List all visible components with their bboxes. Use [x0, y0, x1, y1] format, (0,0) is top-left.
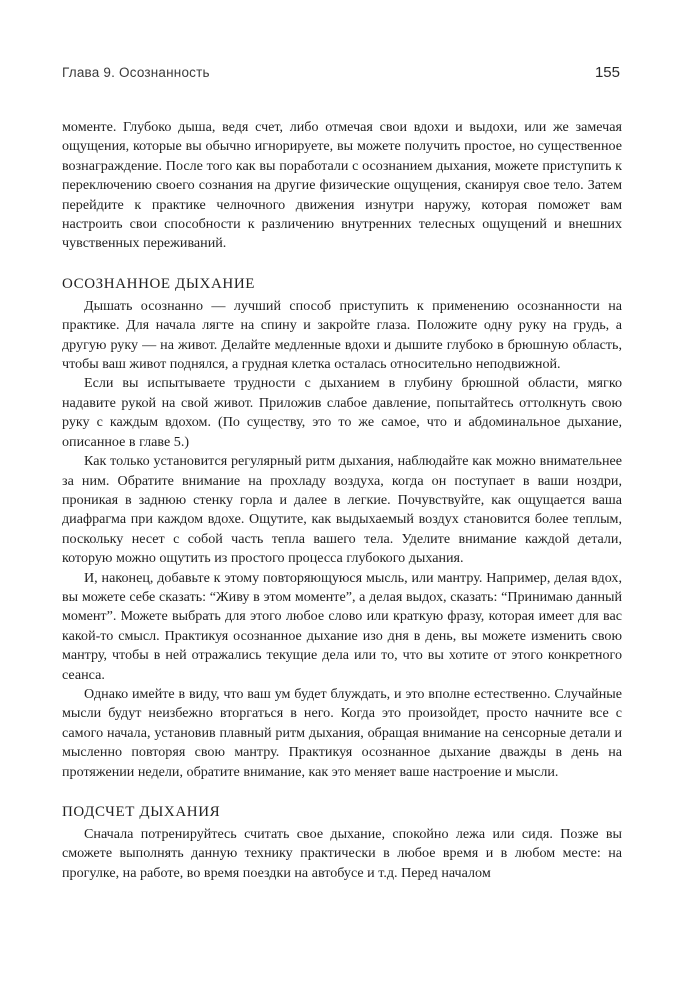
body-text [62, 118, 622, 883]
section-heading-breath-counting: ПОДСЧЕТ ДЫХАНИЯ [62, 804, 221, 820]
paragraph: Сначала потренируйтесь считать свое дыхание, спокойно лежа или сидя. Позже вы сможете выполнять данную технику практически в любое время и в любом месте: на прогулке, на работе, во время поездки на автобусе и т.д. Перед началом [62, 826, 622, 881]
page-number: 155 [594, 64, 620, 81]
paragraph: Однако имейте в виду, что ваш ум будет блуждать, и это вполне естественно. Случайные мысли будут неизбежно вторгаться в него. Когда это произойдет, просто начните все с самого начала, установив плавный ритм дыхания, обращая внимание на сенсорные детали и мысленно повторяя свою мантру. Практикуя осознанное дыхание дважды в день на протяжении недели, обратите внимание, как это меняет ваше настроение и мысли. [62, 685, 622, 780]
running-header [62, 64, 620, 81]
section-heading-mindful-breathing: ОСОЗНАННОЕ ДЫХАНИЕ [62, 275, 256, 292]
paragraph: Если вы испытываете трудности с дыханием в глубину брюшной области, мягко надавите рукой на свой живот. Приложив слабое давление, попытайтесь оттолкнуть свою руку с каждым вдохом. (По существу, это то же самое, что и абдоминальное дыхание, описанное в главе 5.) [62, 375, 622, 450]
chapter-title: Глава 9. Осознанность [62, 65, 210, 80]
paragraph: Как только установится регулярный ритм дыхания, наблюдайте как можно внимательнее за ним. Обратите внимание на прохладу воздуха, когда он поступает в ваши ноздри, проникая в заднюю стенку горла и далее в легкие. Почувствуйте, как ощущается ваша диафрагма при каждом вдохе. Ощутите, как выдыхаемый воздух становится более теплым, поскольку несет с собой часть тепла вашего тела. Уделите внимание каждой детали, которую можно ощутить из простого процесса глубокого дыхания. [62, 453, 622, 567]
paragraph: И, наконец, добавьте к этому повторяющуюся мысль, или мантру. Например, делая вдох, вы можете себе сказать: “Живу в этом моменте”, а делая выдох, сказать: “Принимаю данный момент”. Можете выбрать для этого любое слово или краткую фразу, которая имеет для вас какой-то смысл. Практикуя осознанное дыхание изо дня в день, вы можете изменить свою мантру, чтобы в ней отражались текущие дела или то, что вы хотите от этого конкретного сеанса. [62, 569, 622, 683]
paragraph-continued: моменте. Глубоко дыша, ведя счет, либо отмечая свои вдохи и выдохи, или же замечая ощущения, которые вы обычно игнорируете, вы можете получить простое, но существенное вознаграждение. После того как вы поработали с осознанием дыхания, можете приступить к переключению своего сознания на другие физические ощущения, сканируя свое тело. Затем перейдите к практике челночного движения изнутри наружу, которая поможет вам настроить свои способности к различению внутренних телесных ощущений и внешних чувственных переживаний. [62, 119, 622, 252]
paragraph: Дышать осознанно — лучший способ приступить к применению осознанности на практике. Для начала лягте на спину и закройте глаза. Положите одну руку на грудь, а другую руку — на живот. Делайте медленные вдохи и дышите глубоко в брюшную область, чтобы ваш живот поднялся, а грудная клетка осталась относительно неподвижной. [62, 297, 622, 373]
